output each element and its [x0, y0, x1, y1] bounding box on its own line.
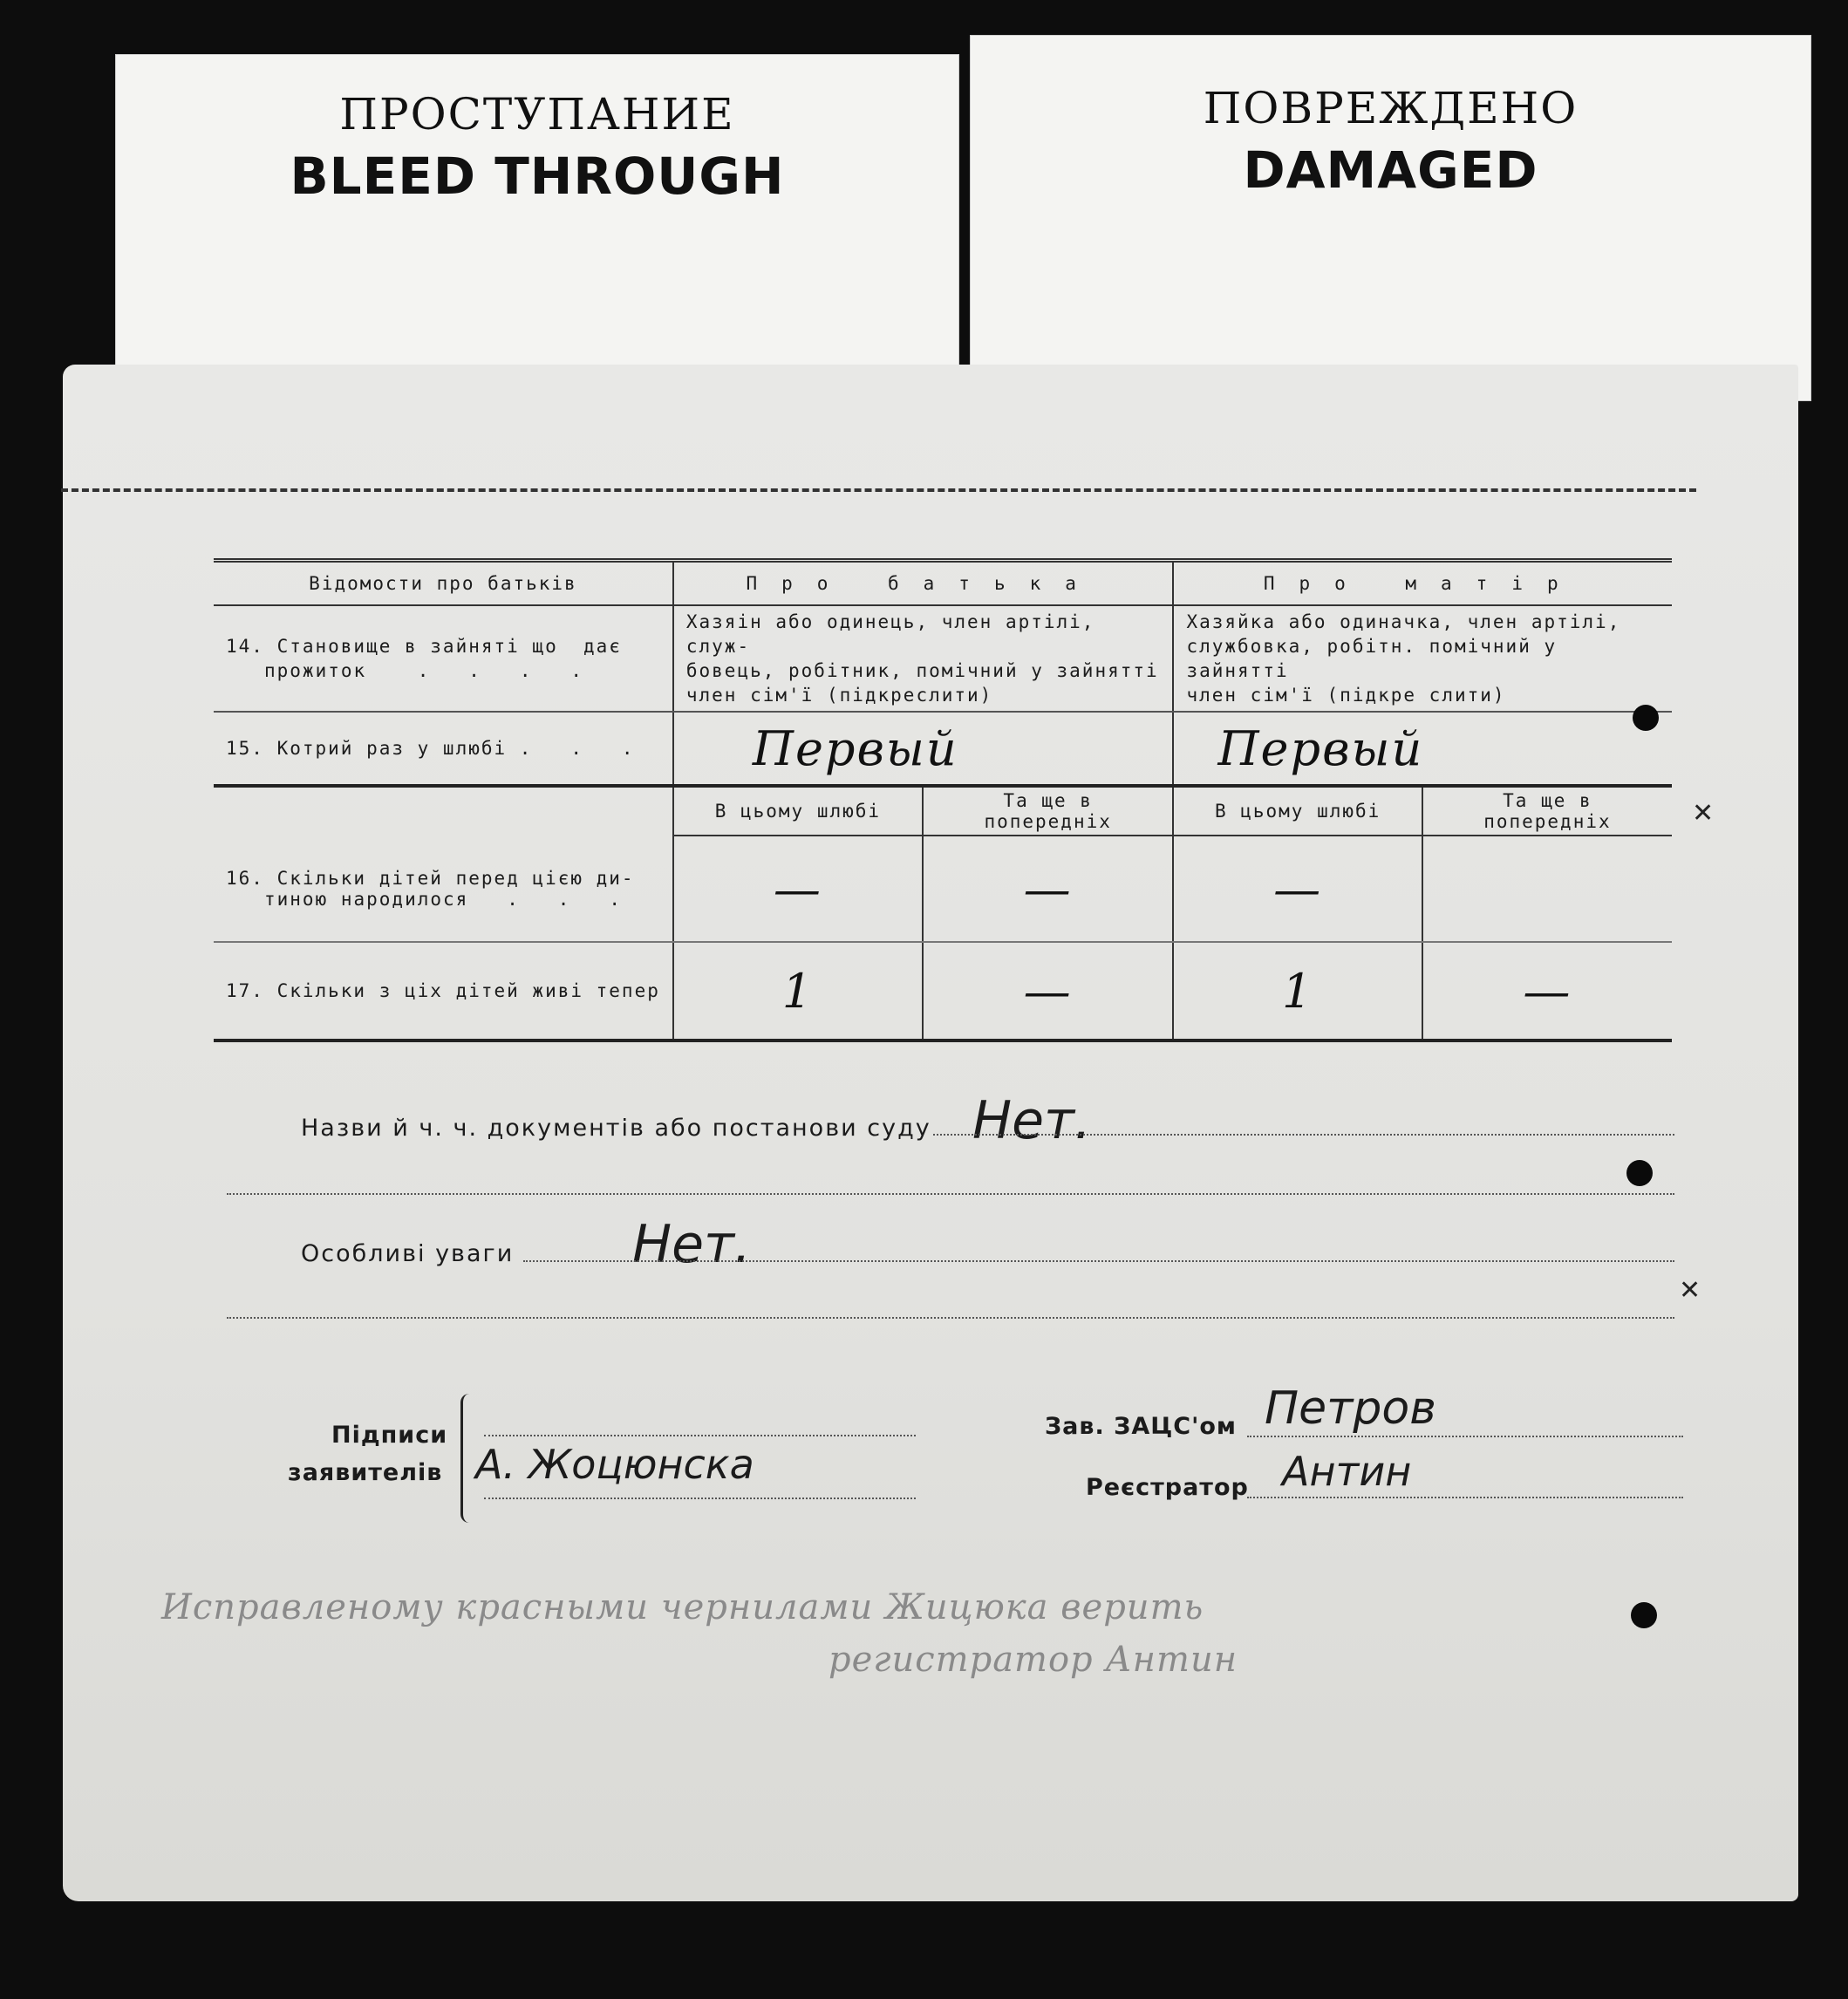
punch-hole [1626, 1160, 1653, 1186]
row14-father: Хазяін або одинець, член артілі, служ- бовець, робітник, помічний у зайнятті член сім'ї (підкреслити) [673, 605, 1174, 712]
table-subheader-row [214, 786, 1672, 836]
signature-brace [460, 1394, 475, 1523]
remarks-value: Нет. [632, 1214, 752, 1275]
punch-hole [1633, 705, 1659, 731]
documents-label: Назви й ч. ч. документів або постанови суду [301, 1115, 931, 1142]
registrar-signature: Антин [1282, 1448, 1412, 1495]
row15-father-value: Первый [673, 712, 1174, 786]
head-sig-line [1247, 1436, 1683, 1437]
row16-label: 16. Скільки дітей перед цією ди- тиною народилося . . . [214, 836, 673, 942]
bleed-through-tag [115, 54, 959, 385]
perforation-line [61, 488, 1696, 492]
row17-label: 17. Скільки з ціх дітей живі тепер [214, 942, 673, 1040]
row17-mother-this: 1 [1173, 942, 1422, 1040]
punch-hole [1631, 1602, 1657, 1628]
damaged-tag [970, 35, 1811, 401]
documents-dotline-2 [227, 1193, 1674, 1195]
tag-ru-text: ПОВРЕЖДЕНО [1203, 83, 1579, 133]
head-signature: Петров [1265, 1382, 1436, 1435]
correction-note-line-1: Исправленому красными чернилами Жицюка верить [161, 1587, 1204, 1627]
applicants-label-a: Підписи [331, 1422, 448, 1449]
row16-father-previous: — [923, 836, 1174, 942]
remarks-dotline [523, 1260, 1674, 1262]
row16-mother-previous [1422, 836, 1672, 942]
row15-label: 15. Котрий раз у шлюбі . . . [214, 712, 673, 786]
head-label: Зав. ЗАЦС'ом [1045, 1413, 1237, 1440]
table-row-17 [214, 942, 1672, 1040]
sub-mother-this: В цьому шлюбі [1173, 786, 1422, 836]
table-row-15 [214, 712, 1672, 786]
row15-mother-value: Первый [1173, 712, 1672, 786]
header-father: Про батька [673, 561, 1174, 606]
sub-mother-previous: Та ще в попередніх [1422, 786, 1672, 836]
tag-en-text: DAMAGED [1243, 140, 1538, 200]
registrar-sig-line [1247, 1497, 1683, 1498]
documents-dotline [933, 1134, 1674, 1136]
applicant-sig-line-2 [484, 1498, 916, 1499]
correction-note-line-2: регистратор Антин [829, 1640, 1238, 1680]
row17-mother-previous: — [1422, 942, 1672, 1040]
row16-father-this: — [673, 836, 923, 942]
sub-father-this: В цьому шлюбі [673, 786, 923, 836]
row14-label: 14. Становище в зайняті що дає прожиток . . . . [214, 605, 673, 712]
remarks-label: Особливі уваги [301, 1240, 515, 1267]
margin-x-mark: ✕ [1679, 1275, 1701, 1306]
header-parents-info: Відомости про батьків [214, 561, 673, 606]
row17-father-previous: — [923, 942, 1174, 1040]
sub-father-previous: Та ще в попередніх [923, 786, 1174, 836]
row17-father-this: 1 [673, 942, 923, 1040]
header-mother: Про матір [1173, 561, 1672, 606]
tag-ru-text: ПРОСТУПАНИЕ [339, 89, 735, 140]
tag-en-text: BLEED THROUGH [290, 147, 785, 206]
applicant-sig-line-1 [484, 1435, 916, 1436]
remarks-dotline-2 [227, 1317, 1674, 1319]
applicant-signature: А. Жоцюнска [475, 1441, 754, 1488]
documents-value: Нет. [972, 1090, 1092, 1151]
parents-table [214, 558, 1672, 1042]
applicants-label-b: заявителів [288, 1459, 443, 1486]
registrar-label: Реєстратор [1086, 1474, 1249, 1501]
table-row-16 [214, 836, 1672, 942]
table-row-14 [214, 605, 1672, 712]
row14-mother: Хазяйка або одиначка, член артілі, службовка, робітн. помічний у зайнятті член сім'ї (підкре слити) [1173, 605, 1672, 712]
margin-x-mark: ✕ [1692, 798, 1715, 829]
row16-mother-this: — [1173, 836, 1422, 942]
table-header-row [214, 561, 1672, 606]
